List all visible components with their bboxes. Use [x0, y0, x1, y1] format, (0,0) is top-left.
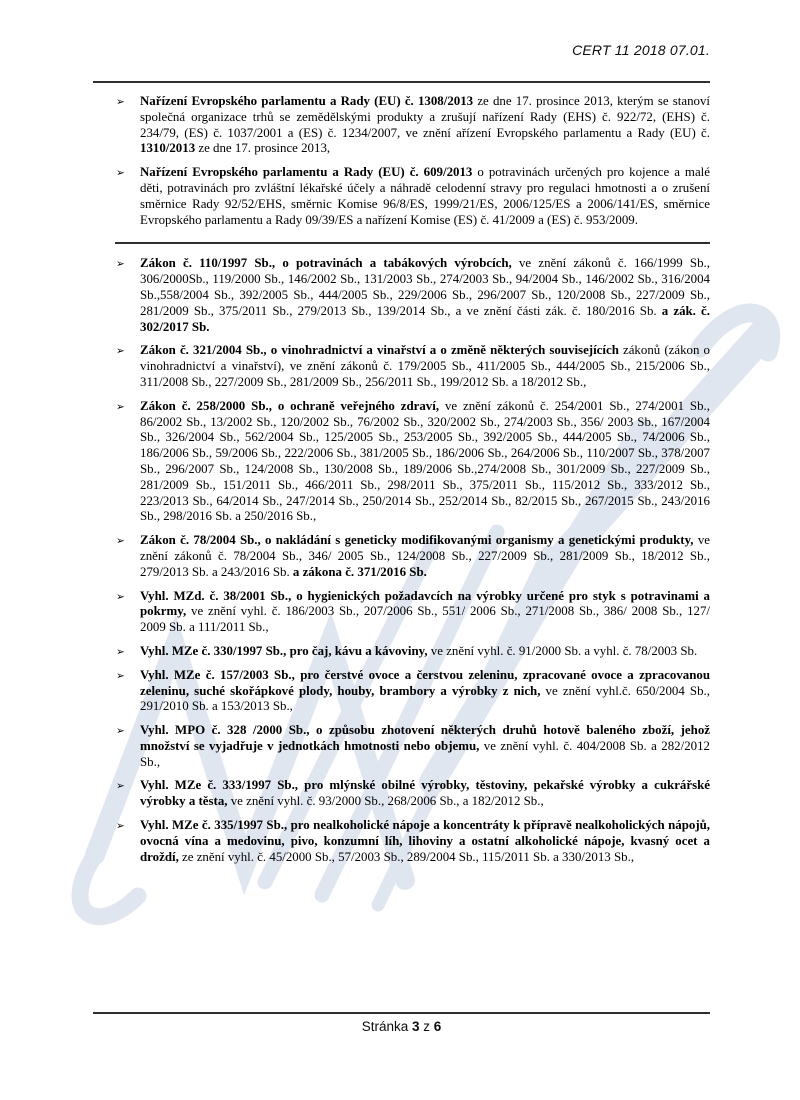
footer-divider — [93, 1012, 710, 1014]
item-text: ze dne 17. prosince 2013, — [195, 141, 331, 156]
item-text: ve znění vyhl. č. 186/2003 Sb., 207/2006 Sb., 551/ 2006 Sb., 271/2008 Sb., 386/ 2008 Sb., 127/ 2009 Sb. a 111/2011 Sb., — [140, 604, 710, 635]
list-item — [93, 644, 710, 660]
item-title-bold: Vyhl. MZd. č. 38/2001 Sb., o hygienických požadavcích na výrobky určené pro styk s potravinami a pokrmy, — [140, 588, 710, 619]
item-title-bold: Zákon č. 110/1997 Sb., o potravinách a tabákových výrobcích, — [140, 256, 512, 271]
bullet-arrow-icon: ➢ — [116, 167, 125, 180]
item-title-bold: Zákon č. 258/2000 Sb., o ochraně veřejného zdraví, — [140, 398, 440, 413]
list-item — [93, 778, 710, 810]
item-title-bold: a zák. č. 302/2017 Sb. — [140, 303, 710, 334]
item-text: ze znění vyhl. č. 45/2000 Sb., 57/2003 Sb., 289/2004 Sb., 115/2011 Sb. a 330/2013 Sb., — [178, 849, 635, 864]
page-footer — [93, 1012, 710, 1034]
item-text: ve znění zákonů č. 78/2004 Sb., 346/ 2005 Sb., 124/2008 Sb., 227/2009 Sb., 281/2009 Sb., 18/2012 Sb., 279/2013 Sb. a 243/2016 Sb. — [140, 533, 711, 579]
list-item — [93, 94, 710, 157]
bullet-arrow-icon: ➢ — [116, 96, 125, 108]
item-title-bold: Vyhl. MZe č. 335/1997 Sb., pro nealkoholické nápoje a koncentráty k přípravě nealkoholických nápojů, ovocná vína a medovinu, pivo, konzumní líh, lihoviny a ostatní alkoholické nápoje, kvasný ocet a droždí, — [140, 818, 710, 864]
list-item — [93, 399, 710, 525]
bullet-arrow-icon: ➢ — [116, 535, 125, 548]
national-laws-list — [93, 256, 710, 865]
section-divider — [115, 242, 710, 244]
bullet-arrow-icon: ➢ — [116, 820, 125, 833]
item-text: ve znění vyhl.č. 650/2004 Sb., 291/2010 Sb. a 153/2013 Sb., — [140, 683, 710, 714]
list-item — [93, 256, 710, 335]
page-number-total: 6 — [433, 1019, 442, 1034]
bullet-arrow-icon: ➢ — [116, 780, 125, 793]
document-code: CERT 11 2018 07.01. — [572, 42, 710, 58]
list-item — [93, 723, 710, 770]
item-text: ze dne 17. prosince 2013, kterým se stanoví společná organizace trhů se zemědělskými produkty a zrušují nařízení Rady (EHS) č. 922/72, (EHS) č. 234/79, (ES) č. 1037/2001 a (ES) č. 1234/2007, ve znění ařízení Evropského parlamentu a Rady (EU) č. — [140, 94, 710, 140]
list-item — [93, 533, 710, 580]
item-title-bold: Vyhl. MZe č. 333/1997 Sb., pro mlýnské obilné výrobky, těstoviny, pekařské výrobky a cukrářské výrobky a těsta, — [140, 778, 710, 809]
item-text: ve znění zákonů č. 254/2001 Sb., 274/2001 Sb., 86/2002 Sb., 13/2002 Sb., 120/2002 Sb., 76/2002 Sb., 320/2002 Sb., 274/2003 Sb., 356/ 2003 Sb., 167/2004 Sb., 326/2004 Sb., 562/2004 Sb., 125/2005 Sb., 253/2005 Sb., 392/2005 Sb., 444/2005 Sb., 74/2006 Sb., 186/2006 Sb., 59/2006 Sb., 222/2006 Sb., 381/2005 Sb., 186/2006 Sb., 264/2006 Sb., 110/2007 Sb., 378/2007 Sb., 296/2007 Sb., 124/2008 Sb., 130/2008 Sb., 189/2006 Sb.,274/2008 Sb., 301/2009 Sb., 227/2009 Sb., 281/2009 Sb., 151/2011 Sb., 466/2011 Sb., 298/2011 Sb., 375/2011 Sb., 115/2012 Sb., 333/2012 Sb., 223/2013 Sb., 64/2014 Sb., 247/2014 Sb., 250/2014 Sb., 252/2014 Sb., 82/2015 Sb., 267/2015 Sb., 243/2016 Sb., 298/2016 Sb. a 250/2016 Sb., — [140, 398, 710, 524]
page-number-separator: z — [419, 1019, 434, 1034]
page-number-line — [93, 1019, 710, 1034]
page-number-current: 3 — [411, 1019, 420, 1034]
item-text: o potravinách určených pro kojence a malé děti, potravinách pro zvláštní lékařské účely a náhradě celodenní stravy pro regulaci hmotnosti a o zrušení směrnice Rady 92/52/EHS, směrnic Komise 96/8/ES, 1999/21/ES, 2006/125/ES a 2006/141/ES, směrnice Evropského parlamentu a Rady 09/39/ES a nařízení Komise (ES) č. 41/2009 a (ES) č. 953/2009. — [140, 165, 710, 227]
item-title-bold: Zákon č. 78/2004 Sb., o nakládání s geneticky modifikovanými organismy a genetickými produkty, — [140, 533, 694, 548]
bullet-arrow-icon: ➢ — [116, 590, 125, 603]
item-title-bold: Nařízení Evropského parlamentu a Rady (EU) č. 609/2013 — [140, 165, 473, 180]
eu-regulations-list — [93, 94, 710, 228]
item-title-bold: 1310/2013 — [140, 141, 196, 156]
item-text: ve znění zákonů č. 166/1999 Sb., 306/2000Sb., 119/2000 Sb., 146/2002 Sb., 131/2003 Sb., 274/2003 Sb., 94/2004 Sb., 146/2002 Sb., 316/2004 Sb.,558/2004 Sb., 392/2005 Sb., 444/2005 Sb., 229/2006 Sb., 296/2007 Sb., 120/2008 Sb., 227/2009 Sb., 281/2009 Sb., 375/2011 Sb., 279/2013 Sb., 139/2014 Sb., a ve znění části zák. č. 180/2016 Sb. — [140, 256, 710, 318]
page-number-prefix: Stránka — [361, 1019, 412, 1034]
item-text: ve znění vyhl. č. 93/2000 Sb., 268/2006 Sb., a 182/2012 Sb., — [227, 794, 544, 809]
bullet-arrow-icon: ➢ — [116, 725, 125, 738]
item-title-bold: Zákon č. 321/2004 Sb., o vinohradnictví a vinařství a o změně některých souvisejících — [140, 343, 619, 358]
item-text: ve znění vyhl. č. 91/2000 Sb. a vyhl. č. 78/2003 Sb. — [427, 643, 698, 658]
item-title-bold: Vyhl. MZe č. 330/1997 Sb., pro čaj, kávu a kávoviny, — [140, 643, 428, 658]
item-title-bold: Vyhl. MZe č. 157/2003 Sb., pro čerstvé ovoce a čerstvou zeleninu, zpracované ovoce a zpracovanou zeleninu, suché skořápkové plody, houby, brambory a výrobky z nich, — [140, 667, 710, 698]
item-title-bold: Vyhl. MPO č. 328 /2000 Sb., o způsobu zhotovení některých druhů hotově baleného zboží, jehož množství se vyjadřuje v jednotkách hmotnosti nebo objemu, — [140, 723, 710, 753]
item-text: ve znění vyhl. č. 404/2008 Sb. a 282/2012 Sb., — [140, 738, 710, 769]
bullet-arrow-icon: ➢ — [116, 400, 125, 413]
bullet-arrow-icon: ➢ — [116, 345, 125, 358]
list-item — [93, 668, 710, 715]
item-title-bold: Nařízení Evropského parlamentu a Rady (EU) č. 1308/2013 — [140, 94, 474, 108]
header-divider — [93, 81, 710, 83]
list-item — [93, 589, 710, 636]
bullet-arrow-icon: ➢ — [116, 669, 125, 682]
list-item — [93, 165, 710, 228]
bullet-arrow-icon: ➢ — [116, 258, 125, 271]
list-item — [93, 818, 710, 865]
list-item — [93, 343, 710, 390]
bullet-arrow-icon: ➢ — [116, 645, 125, 658]
item-title-bold: a zákona č. 371/2016 Sb. — [292, 564, 427, 579]
item-text: zákonů (zákon o vinohradnictví a vinařství), ve znění zákonů č. 179/2005 Sb., 411/2005 Sb., 444/2005 Sb., 215/2006 Sb., 311/2008 Sb., 227/2009 Sb., 281/2009 Sb., 256/2011 Sb., 199/2012 Sb. a 18/2012 Sb., — [140, 343, 710, 389]
